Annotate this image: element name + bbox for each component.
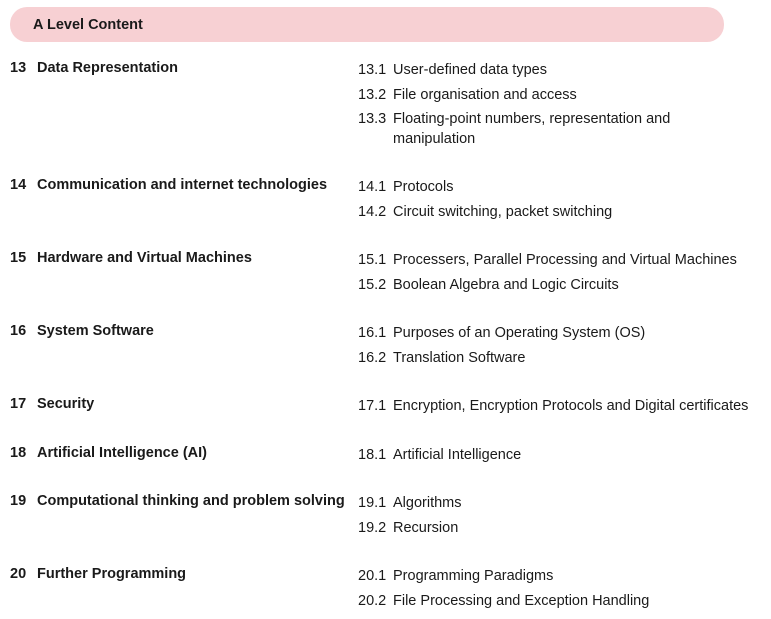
subtopic-item: [358, 177, 768, 197]
subtopic-label: Algorithms: [393, 495, 462, 511]
subtopic-list: [358, 445, 768, 470]
subtopic-item: [358, 323, 768, 343]
topic-title: [10, 60, 178, 76]
subtopic-item: [358, 348, 768, 368]
topic-number: 15: [10, 250, 27, 266]
subtopic-number: 14.1: [358, 179, 387, 195]
subtopic-list: [358, 493, 768, 542]
subtopic-label: User-defined data types: [393, 62, 547, 78]
topic-label: System Software: [37, 323, 154, 339]
topic-title: [10, 396, 94, 412]
subtopic-item: [358, 566, 768, 586]
topic-title: [10, 445, 207, 461]
subtopic-item: [358, 109, 708, 149]
subtopic-item: [358, 396, 768, 416]
subtopic-label: Floating-point numbers, representation and manipulation: [393, 111, 671, 147]
subtopic-item: [358, 85, 768, 105]
subtopic-list: [358, 323, 768, 372]
subtopic-number: 15.2: [358, 276, 387, 293]
subtopic-label: Circuit switching, packet switching: [393, 203, 613, 220]
subtopic-label: Artificial Intelligence: [393, 447, 522, 463]
subtopic-number: 18.1: [358, 447, 387, 463]
subtopic-number: 20.1: [358, 568, 387, 584]
content-header-title: A Level Content: [33, 16, 143, 33]
subtopic-number: 16.1: [358, 325, 387, 341]
subtopic-number: 20.2: [358, 592, 387, 609]
subtopic-label: Recursion: [393, 519, 459, 536]
subtopic-number: 19.2: [358, 519, 387, 536]
topic-number: 17: [10, 396, 27, 412]
topic-label: Computational thinking and problem solving: [37, 493, 345, 509]
subtopic-list: [358, 396, 768, 421]
subtopic-list: [358, 250, 768, 299]
subtopic-number: 16.2: [358, 349, 387, 366]
topic-title: [10, 250, 252, 266]
subtopic-item: [358, 202, 768, 222]
subtopic-item: [358, 518, 768, 538]
topic-number: 20: [10, 566, 27, 582]
topic-label: Data Representation: [37, 60, 179, 76]
subtopic-label: Boolean Algebra and Logic Circuits: [393, 276, 619, 293]
subtopic-item: [358, 250, 768, 270]
topic-label: Artificial Intelligence (AI): [37, 445, 207, 461]
subtopic-number: 14.2: [358, 203, 387, 220]
subtopic-list: [358, 60, 768, 154]
subtopic-label: Processers, Parallel Processing and Virtual Machines: [393, 252, 737, 268]
topic-label: Communication and internet technologies: [37, 177, 328, 193]
subtopic-item: [358, 591, 768, 611]
topic-label: Security: [37, 396, 95, 412]
subtopic-list: [358, 177, 768, 226]
topic-title: [10, 493, 345, 509]
topic-number: 18: [10, 445, 27, 461]
subtopic-label: File Processing and Exception Handling: [393, 592, 650, 609]
subtopic-number: 17.1: [358, 398, 387, 414]
subtopic-label: File organisation and access: [393, 86, 577, 103]
topic-title: [10, 566, 186, 582]
subtopic-label: Purposes of an Operating System (OS): [393, 325, 646, 341]
topic-title: [10, 177, 327, 193]
subtopic-number: 13.3: [358, 111, 387, 127]
topic-number: 19: [10, 493, 27, 509]
topic-number: 13: [10, 60, 27, 76]
subtopic-item: [358, 445, 768, 465]
subtopic-number: 19.1: [358, 495, 387, 511]
subtopic-list: [358, 566, 768, 615]
subtopic-number: 13.1: [358, 62, 387, 78]
subtopic-label: Encryption, Encryption Protocols and Digital certificates: [393, 398, 749, 414]
subtopic-item: [358, 275, 768, 295]
topic-label: Hardware and Virtual Machines: [37, 250, 252, 266]
subtopic-label: Programming Paradigms: [393, 568, 554, 584]
topic-label: Further Programming: [37, 566, 187, 582]
content-header-bar: [10, 7, 724, 42]
topic-number: 14: [10, 177, 27, 193]
subtopic-item: [358, 493, 768, 513]
subtopic-number: 13.2: [358, 86, 387, 103]
topic-title: [10, 323, 154, 339]
subtopic-label: Translation Software: [393, 349, 526, 366]
subtopic-label: Protocols: [393, 179, 454, 195]
subtopic-number: 15.1: [358, 252, 387, 268]
subtopic-item: [358, 60, 768, 80]
topic-number: 16: [10, 323, 27, 339]
